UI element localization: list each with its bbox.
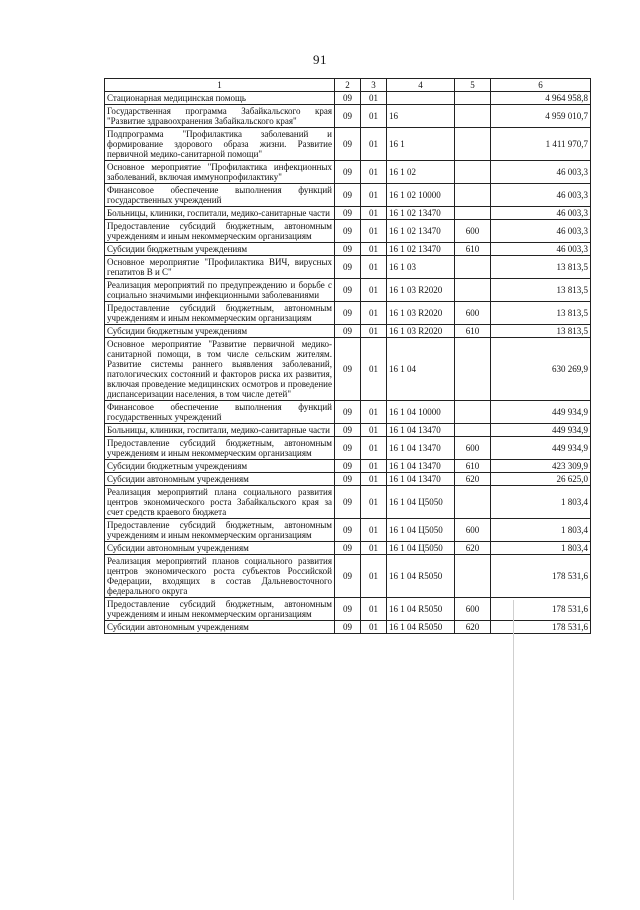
row-target-article-cell: 16 1 04 13470	[387, 473, 455, 486]
row-amount-cell: 13 813,5	[491, 256, 591, 279]
row-expense-type-cell	[455, 424, 491, 437]
table-row	[105, 256, 591, 279]
row-amount-cell: 13 813,5	[491, 302, 591, 325]
row-expense-type-cell: 600	[455, 437, 491, 460]
row-name-cell: Предоставление субсидий бюджетным, автономным учреждениям и иным некоммерческим организациям	[105, 437, 335, 460]
budget-table	[104, 78, 591, 634]
row-subsection-cell: 01	[361, 621, 387, 634]
row-target-article-cell: 16 1 02 13470	[387, 243, 455, 256]
row-amount-cell: 46 003,3	[491, 161, 591, 184]
row-section-cell: 09	[335, 338, 361, 401]
row-amount-cell: 1 803,4	[491, 486, 591, 519]
row-subsection-cell: 01	[361, 207, 387, 220]
row-target-article-cell: 16 1 02	[387, 161, 455, 184]
row-amount-cell: 630 269,9	[491, 338, 591, 401]
table-header-row	[105, 79, 591, 92]
row-amount-cell: 449 934,9	[491, 401, 591, 424]
table-row	[105, 92, 591, 105]
table-row	[105, 621, 591, 634]
row-section-cell: 09	[335, 302, 361, 325]
row-amount-cell: 46 003,3	[491, 184, 591, 207]
row-name-cell: Государственная программа Забайкальского края "Развитие здравоохранения Забайкальского края"	[105, 105, 335, 128]
row-subsection-cell: 01	[361, 256, 387, 279]
row-expense-type-cell	[455, 92, 491, 105]
row-subsection-cell: 01	[361, 325, 387, 338]
row-expense-type-cell	[455, 161, 491, 184]
row-name-cell: Реализация мероприятий плана социального развития центров экономического роста Забайкальского края за счет средств краевого бюджета	[105, 486, 335, 519]
table-row	[105, 338, 591, 401]
row-expense-type-cell	[455, 184, 491, 207]
row-section-cell: 09	[335, 325, 361, 338]
row-expense-type-cell: 600	[455, 220, 491, 243]
row-section-cell: 09	[335, 105, 361, 128]
row-section-cell: 09	[335, 279, 361, 302]
table-row	[105, 243, 591, 256]
row-amount-cell: 1 803,4	[491, 519, 591, 542]
row-target-article-cell: 16 1 04 R5050	[387, 598, 455, 621]
table-row	[105, 220, 591, 243]
row-name-cell: Основное мероприятие "Профилактика инфекционных заболеваний, включая иммунопрофилактику"	[105, 161, 335, 184]
row-name-cell: Субсидии автономным учреждениям	[105, 542, 335, 555]
row-amount-cell: 449 934,9	[491, 424, 591, 437]
row-name-cell: Субсидии бюджетным учреждениям	[105, 243, 335, 256]
row-subsection-cell: 01	[361, 220, 387, 243]
row-amount-cell: 178 531,6	[491, 555, 591, 598]
row-expense-type-cell: 620	[455, 473, 491, 486]
row-expense-type-cell	[455, 105, 491, 128]
row-name-cell: Субсидии автономным учреждениям	[105, 473, 335, 486]
row-target-article-cell	[387, 92, 455, 105]
row-target-article-cell: 16 1 03	[387, 256, 455, 279]
row-target-article-cell: 16 1 02 13470	[387, 220, 455, 243]
row-expense-type-cell: 610	[455, 325, 491, 338]
row-expense-type-cell: 610	[455, 460, 491, 473]
row-name-cell: Субсидии автономным учреждениям	[105, 621, 335, 634]
row-section-cell: 09	[335, 486, 361, 519]
row-name-cell: Больницы, клиники, госпитали, медико-санитарные части	[105, 424, 335, 437]
table-row	[105, 519, 591, 542]
table-row	[105, 279, 591, 302]
row-expense-type-cell	[455, 128, 491, 161]
table-row	[105, 105, 591, 128]
row-name-cell: Субсидии бюджетным учреждениям	[105, 460, 335, 473]
table-row	[105, 401, 591, 424]
table-row	[105, 460, 591, 473]
row-name-cell: Реализация мероприятий по предупреждению и борьбе с социально значимыми инфекционными заболеваниями	[105, 279, 335, 302]
table-row	[105, 424, 591, 437]
table-row	[105, 486, 591, 519]
row-target-article-cell: 16 1 04 13470	[387, 424, 455, 437]
row-expense-type-cell: 620	[455, 542, 491, 555]
table-row	[105, 325, 591, 338]
row-section-cell: 09	[335, 256, 361, 279]
row-amount-cell: 4 964 958,8	[491, 92, 591, 105]
row-target-article-cell: 16 1 04 R5050	[387, 621, 455, 634]
row-subsection-cell: 01	[361, 161, 387, 184]
header-cell-subsection: 3	[361, 79, 387, 92]
row-target-article-cell: 16 1 04 10000	[387, 401, 455, 424]
row-section-cell: 09	[335, 437, 361, 460]
row-name-cell: Больницы, клиники, госпитали, медико-санитарные части	[105, 207, 335, 220]
row-subsection-cell: 01	[361, 105, 387, 128]
row-subsection-cell: 01	[361, 128, 387, 161]
row-name-cell: Предоставление субсидий бюджетным, автономным учреждениям и иным некоммерческим организациям	[105, 598, 335, 621]
scan-artifact-line	[513, 600, 514, 900]
row-section-cell: 09	[335, 401, 361, 424]
row-amount-cell: 13 813,5	[491, 325, 591, 338]
row-subsection-cell: 01	[361, 460, 387, 473]
row-amount-cell: 178 531,6	[491, 621, 591, 634]
table-row	[105, 184, 591, 207]
row-section-cell: 09	[335, 519, 361, 542]
row-target-article-cell: 16 1 02 10000	[387, 184, 455, 207]
row-expense-type-cell	[455, 279, 491, 302]
row-target-article-cell: 16 1 04 13470	[387, 437, 455, 460]
row-amount-cell: 1 411 970,7	[491, 128, 591, 161]
header-cell-expense-type: 5	[455, 79, 491, 92]
row-section-cell: 09	[335, 424, 361, 437]
row-target-article-cell: 16 1 03 R2020	[387, 302, 455, 325]
row-name-cell: Реализация мероприятий планов социального развития центров экономического роста субъектов Российской Федерации, входящих в состав Дальневосточного федерального округа	[105, 555, 335, 598]
row-amount-cell: 449 934,9	[491, 437, 591, 460]
row-section-cell: 09	[335, 460, 361, 473]
row-expense-type-cell: 620	[455, 621, 491, 634]
row-amount-cell: 1 803,4	[491, 542, 591, 555]
table-row	[105, 207, 591, 220]
table-row	[105, 128, 591, 161]
row-amount-cell: 423 309,9	[491, 460, 591, 473]
row-section-cell: 09	[335, 184, 361, 207]
row-expense-type-cell	[455, 338, 491, 401]
row-target-article-cell: 16 1 04 13470	[387, 460, 455, 473]
header-cell-amount: 6	[491, 79, 591, 92]
table-row	[105, 555, 591, 598]
row-subsection-cell: 01	[361, 598, 387, 621]
row-name-cell: Основное мероприятие "Профилактика ВИЧ, вирусных гепатитов В и С"	[105, 256, 335, 279]
row-subsection-cell: 01	[361, 519, 387, 542]
row-section-cell: 09	[335, 92, 361, 105]
row-subsection-cell: 01	[361, 437, 387, 460]
row-target-article-cell: 16 1 04 R5050	[387, 555, 455, 598]
row-amount-cell: 46 003,3	[491, 220, 591, 243]
table-row	[105, 437, 591, 460]
row-expense-type-cell	[455, 555, 491, 598]
row-target-article-cell: 16 1 04 Ц5050	[387, 486, 455, 519]
row-expense-type-cell	[455, 256, 491, 279]
row-expense-type-cell: 600	[455, 598, 491, 621]
row-subsection-cell: 01	[361, 279, 387, 302]
row-section-cell: 09	[335, 243, 361, 256]
row-name-cell: Субсидии бюджетным учреждениям	[105, 325, 335, 338]
row-expense-type-cell	[455, 486, 491, 519]
row-target-article-cell: 16 1 04 Ц5050	[387, 519, 455, 542]
row-section-cell: 09	[335, 128, 361, 161]
row-name-cell: Предоставление субсидий бюджетным, автономным учреждениям и иным некоммерческим организациям	[105, 519, 335, 542]
table-row	[105, 542, 591, 555]
row-subsection-cell: 01	[361, 555, 387, 598]
row-section-cell: 09	[335, 621, 361, 634]
row-subsection-cell: 01	[361, 92, 387, 105]
row-subsection-cell: 01	[361, 542, 387, 555]
row-subsection-cell: 01	[361, 424, 387, 437]
row-name-cell: Предоставление субсидий бюджетным, автономным учреждениям и иным некоммерческим организациям	[105, 302, 335, 325]
row-target-article-cell: 16 1	[387, 128, 455, 161]
row-name-cell: Основное мероприятие "Развитие первичной медико-санитарной помощи, в том числе сельским жителям. Развитие системы раннего выявления заболеваний, патологических состояний и факторов риска их развития, включая проведение медицинских осмотров и проведение диспансеризации населения, в том числе детей"	[105, 338, 335, 401]
row-section-cell: 09	[335, 555, 361, 598]
row-amount-cell: 46 003,3	[491, 243, 591, 256]
row-section-cell: 09	[335, 161, 361, 184]
row-subsection-cell: 01	[361, 473, 387, 486]
row-name-cell: Подпрограмма "Профилактика заболеваний и формирование здорового образа жизни. Развитие первичной медико-санитарной помощи"	[105, 128, 335, 161]
row-expense-type-cell: 600	[455, 302, 491, 325]
row-section-cell: 09	[335, 473, 361, 486]
page-number: 91	[313, 52, 327, 67]
row-name-cell: Финансовое обеспечение выполнения функций государственных учреждений	[105, 184, 335, 207]
row-target-article-cell: 16 1 03 R2020	[387, 325, 455, 338]
row-section-cell: 09	[335, 598, 361, 621]
row-expense-type-cell: 610	[455, 243, 491, 256]
row-subsection-cell: 01	[361, 243, 387, 256]
row-expense-type-cell	[455, 401, 491, 424]
row-amount-cell: 13 813,5	[491, 279, 591, 302]
row-amount-cell: 178 531,6	[491, 598, 591, 621]
table-row	[105, 161, 591, 184]
row-expense-type-cell: 600	[455, 519, 491, 542]
table-row	[105, 302, 591, 325]
row-amount-cell: 4 959 010,7	[491, 105, 591, 128]
budget-table-body	[105, 79, 591, 634]
header-cell-section: 2	[335, 79, 361, 92]
table-row	[105, 473, 591, 486]
row-target-article-cell: 16 1 02 13470	[387, 207, 455, 220]
row-amount-cell: 46 003,3	[491, 207, 591, 220]
row-name-cell: Стационарная медицинская помощь	[105, 92, 335, 105]
header-cell-name: 1	[105, 79, 335, 92]
row-target-article-cell: 16	[387, 105, 455, 128]
row-subsection-cell: 01	[361, 338, 387, 401]
row-subsection-cell: 01	[361, 184, 387, 207]
row-target-article-cell: 16 1 04	[387, 338, 455, 401]
row-target-article-cell: 16 1 03 R2020	[387, 279, 455, 302]
row-name-cell: Предоставление субсидий бюджетным, автономным учреждениям и иным некоммерческим организациям	[105, 220, 335, 243]
row-section-cell: 09	[335, 220, 361, 243]
row-section-cell: 09	[335, 207, 361, 220]
row-section-cell: 09	[335, 542, 361, 555]
header-cell-target-article: 4	[387, 79, 455, 92]
row-amount-cell: 26 625,0	[491, 473, 591, 486]
row-subsection-cell: 01	[361, 486, 387, 519]
row-expense-type-cell	[455, 207, 491, 220]
row-subsection-cell: 01	[361, 302, 387, 325]
row-name-cell: Финансовое обеспечение выполнения функций государственных учреждений	[105, 401, 335, 424]
table-row	[105, 598, 591, 621]
row-target-article-cell: 16 1 04 Ц5050	[387, 542, 455, 555]
row-subsection-cell: 01	[361, 401, 387, 424]
